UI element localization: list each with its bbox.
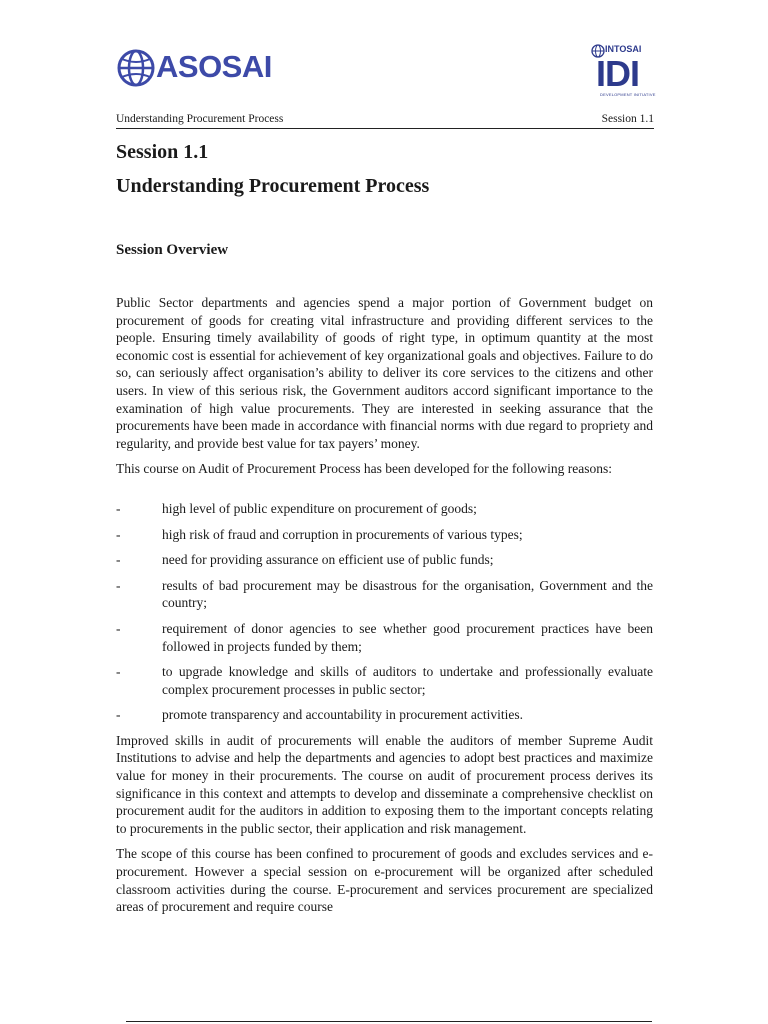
list-item-text: need for providing assurance on efficient use of public funds; (162, 552, 494, 568)
running-session: Session 1.1 (601, 113, 654, 125)
idi-subtitle: DEVELOPMENT INITIATIVE (600, 92, 656, 97)
page-title: Understanding Procurement Process (116, 175, 430, 197)
asosai-logo (116, 44, 276, 94)
bullet-dash: - (116, 526, 121, 542)
idi-text: IDI (596, 53, 640, 94)
list-item (116, 663, 653, 698)
paragraph: Public Sector departments and agencies spend a major portion of Government budget on procurement of goods for creating vital infrastructure and providing different services to the people. Ensuring timely availability of goods of right type, in optimum quantity at the most economic cost is essential for achievement of key organizational goals and objectives. Failure to do so, can seriously affect organisation’s ability to deliver its core services to the citizens and other users. In view of this serious risk, the Government auditors accord significant importance to the examination of high value procurements. They are interested in seeking assurance that the procurements have been made in accordance with financial norms with due regard to propriety and regularity, and provide best value for tax payers’ money. (116, 295, 653, 451)
bullet-dash: - (116, 552, 121, 568)
bullet-dash: - (116, 500, 121, 516)
bullet-dash: - (116, 707, 121, 723)
list-item-text: to upgrade knowledge and skills of auditors to undertake and professionally evaluate complex procurement processes in public sector; (162, 664, 653, 697)
reasons-list (116, 500, 653, 724)
paragraph: This course on Audit of Procurement Process has been developed for the following reasons: (116, 461, 613, 477)
bullet-dash: - (116, 664, 121, 680)
session-number: Session 1.1 (116, 141, 209, 163)
list-item (116, 706, 653, 724)
list-item-text: results of bad procurement may be disastrous for the organisation, Government and the country; (162, 577, 653, 611)
list-item-text: high risk of fraud and corruption in procurements of various types; (162, 526, 523, 542)
globe-icon (116, 47, 156, 89)
list-item (116, 620, 653, 655)
paragraph: Improved skills in audit of procurements will enable the auditors of member Supreme Audit Institutions to advise and help the departments and agencies to adopt best practices and maximize value for money in their procurements. The course on audit of procurement process derives its significance in this context and attempts to develop and disseminate a comprehensive checklist on procurement audit for the auditors in addition to exposing them to the important concepts relating to procurements in the public sector, their application and risk management. (116, 732, 653, 836)
body-text (116, 294, 653, 924)
list-item-text: high level of public expenditure on procurement of goods; (162, 500, 477, 516)
list-item (116, 577, 653, 612)
intosai-idi-logo (590, 44, 656, 100)
running-title: Understanding Procurement Process (116, 113, 284, 125)
list-item (116, 500, 653, 518)
paragraph: The scope of this course has been confined to procurement of goods and excludes services and e-procurement. However a special session on e-procurement will be organized after scheduled classroom activities during the course. E-procurement and services procurement are specialized areas of procurement and require course (116, 846, 653, 915)
section-heading: Session Overview (116, 242, 229, 258)
asosai-logo-text: ASOSAI (156, 49, 272, 84)
header-divider (116, 128, 654, 129)
intosai-text: INTOSAI (605, 44, 642, 54)
footer-divider (126, 1021, 652, 1022)
list-item (116, 526, 653, 544)
list-item-text: promote transparency and accountability in procurement activities. (162, 707, 523, 723)
list-item (116, 551, 653, 569)
bullet-dash: - (116, 577, 121, 593)
list-item-text: requirement of donor agencies to see whether good procurement practices have been followed in projects funded by them; (162, 620, 653, 654)
bullet-dash: - (116, 620, 121, 636)
